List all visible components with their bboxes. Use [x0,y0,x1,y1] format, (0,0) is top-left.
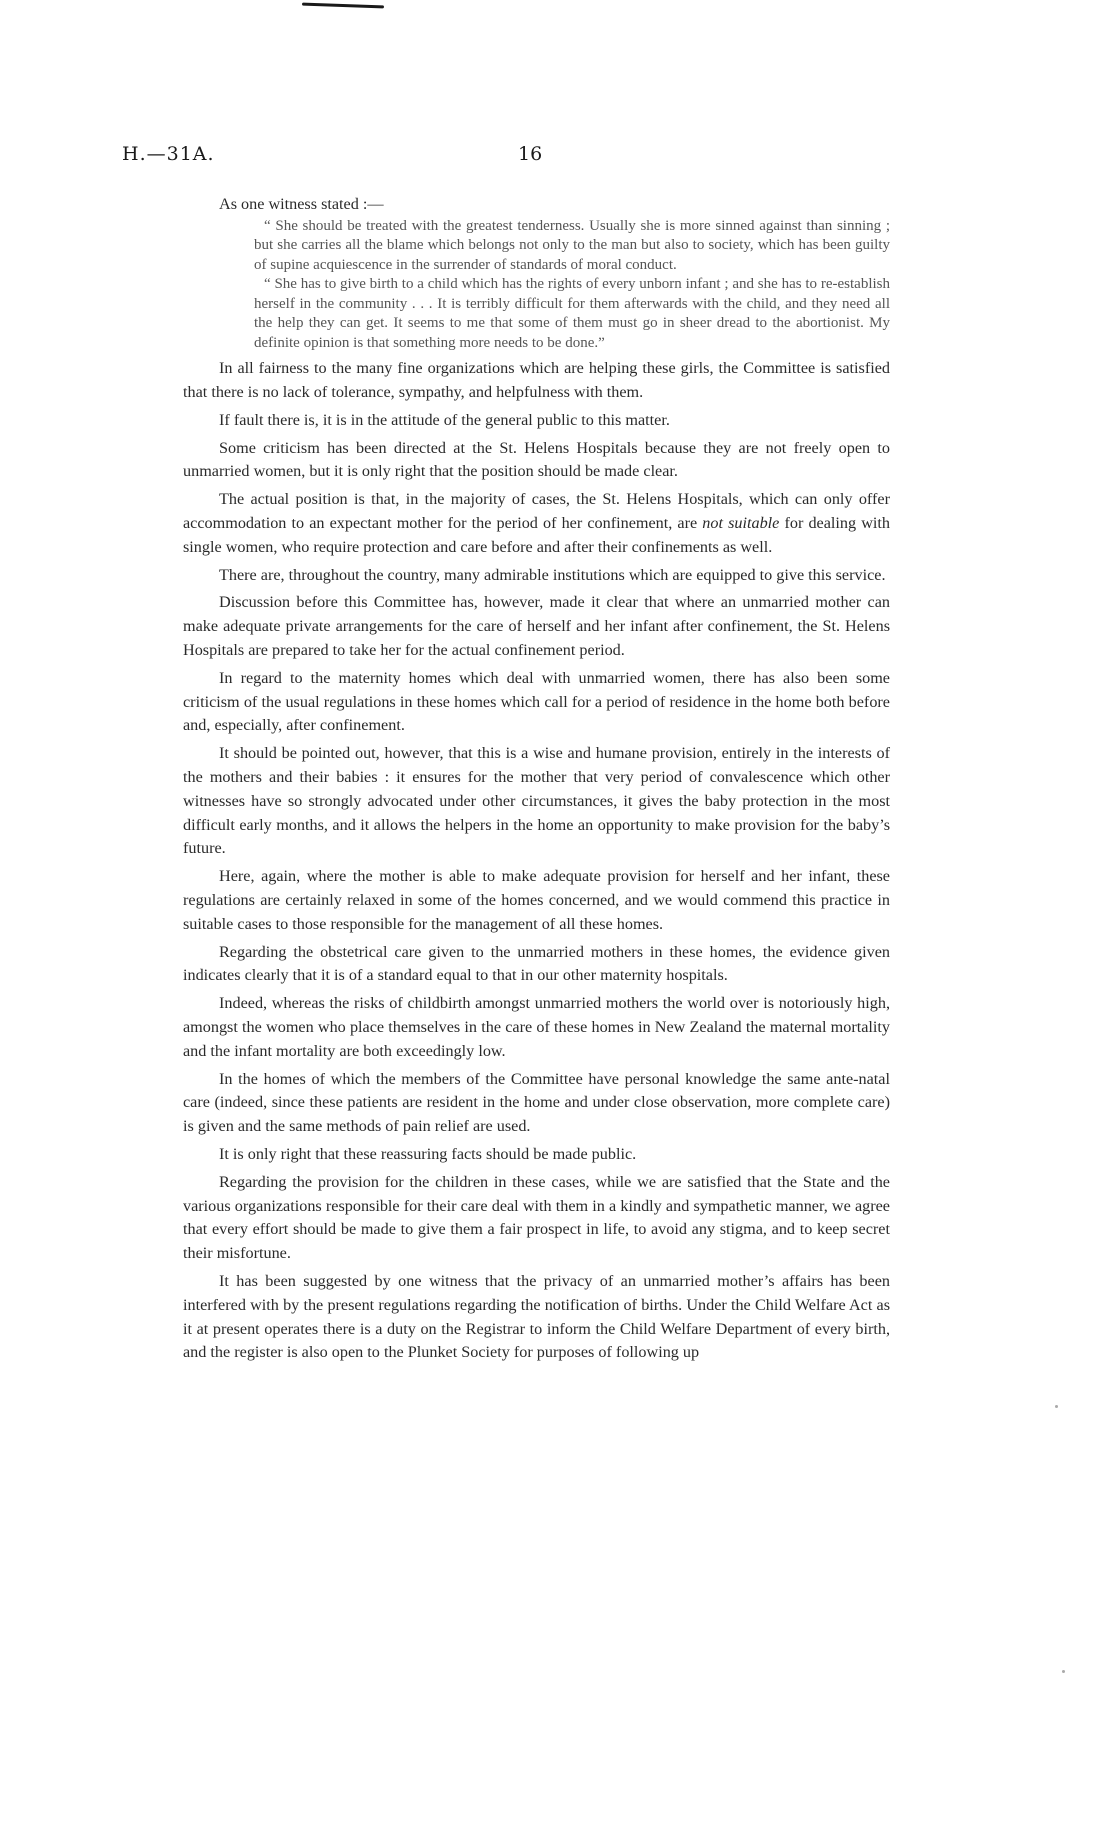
paragraph: It has been suggested by one witness that the privacy of an unmarried mother’s affairs has been interfered with by the present regulations regarding the notification of births. Under the Child Welfare Act as it at present operates there is a duty on the Registrar to inform the Child Welfare Department of every birth, and the register is also open to the Plunket Society for purposes of following up [183,1271,890,1362]
paragraph: Indeed, whereas the risks of childbirth amongst unmarried mothers the world over is notoriously high, amongst the women who place themselves in the care of these homes in New Zealand the maternal mortality and the infant mortality are both exceedingly low. [183,994,890,1060]
page-body [183,193,890,1365]
paragraph: Regarding the provision for the children in these cases, while we are satisfied that the State and the various organizations responsible for their care deal with them in a kindly and sympathetic manner, we agree that every effort should be made to give them a fair prospect in life, to avoid any stigma, and to keep secret their misfortune. [183,1172,890,1263]
paragraph: Some criticism has been directed at the St. Helens Hospitals because they are not freely open to unmarried women, but it is only right that the position should be made clear. [183,438,890,481]
paragraph-text: The actual position is that, in the majority of cases, the St. Helens Hospitals, which can only offer accommodation to an expectant mother for the period of her confinement, are [183,490,890,533]
quote-paragraph: “ She has to give birth to a child which has the rights of every unborn infant ; and she has to re-establish herself in the community . . . It is terribly difficult for them afterwards with the child, and they need all the help they can get. It seems to me that some of them must go in sheer dread to the abortionist. My definite opinion is that something more needs to be done.” [254,276,890,351]
emphasis-text: not suitable [702,514,780,533]
page-number: 16 [518,143,543,165]
scan-speck [1062,1670,1065,1673]
paragraph: Here, again, where the mother is able to make adequate provision for herself and her infant, these regulations are certainly relaxed in some of the homes concerned, and we would commend this practice in suitable cases to those responsible for the management of all these homes. [183,867,890,933]
scan-mark [302,3,384,9]
paragraph: In all fairness to the many fine organizations which are helping these girls, the Committee is satisfied that there is no lack of tolerance, sympathy, and helpfulness with them. [183,359,890,402]
paragraph: It is only right that these reassuring facts should be made public. [219,1145,637,1163]
paragraph: In regard to the maternity homes which deal with unmarried women, there has also been some criticism of the usual regulations in these homes which call for a period of residence in the home both before and, especially, after confinement. [183,668,890,735]
witness-quote [254,217,890,354]
paragraph-actual-position [183,488,890,559]
paragraph: Regarding the obstetrical care given to the unmarried mothers in these homes, the evidence given indicates clearly that it is of a standard equal to that in our other maternity hospitals. [183,942,890,985]
document-reference: H.—31A. [122,143,215,165]
quote-paragraph: “ She should be treated with the greatest tenderness. Usually she is more sinned against than sinning ; but she carries all the blame which belongs not only to the man but also to society, which has been guilty of supine acquiescence in the surrender of standards of moral conduct. [254,217,890,273]
paragraph-text: for dealing with single women, who require protection and care before and after their confinements as well. [183,514,890,556]
paragraph: It should be pointed out, however, that this is a wise and humane provision, entirely in the interests of the mothers and their babies : it ensures for the mother that very period of convalescence which other witnesses have so strongly advocated under other circumstances, it gives the baby protection in the most difficult early months, and it allows the helpers in the home an opportunity to make provision for the baby’s future. [183,744,890,858]
paragraph: In the homes of which the members of the Committee have personal knowledge the same ante-natal care (indeed, since these patients are resident in the home and under close observation, more complete care) is given and the same methods of pain relief are used. [183,1069,890,1136]
paragraph: If fault there is, it is in the attitude of the general public to this matter. [219,410,670,429]
scan-speck [1055,1405,1058,1408]
paragraph: Discussion before this Committee has, however, made it clear that where an unmarried mother can make adequate private arrangements for the care of herself and her infant after confinement, the St. Helens Hospitals are prepared to take her for the actual confinement period. [183,593,890,660]
intro-line: As one witness stated :— [219,195,384,213]
paragraph: There are, throughout the country, many admirable institutions which are equipped to give this service. [219,565,886,584]
